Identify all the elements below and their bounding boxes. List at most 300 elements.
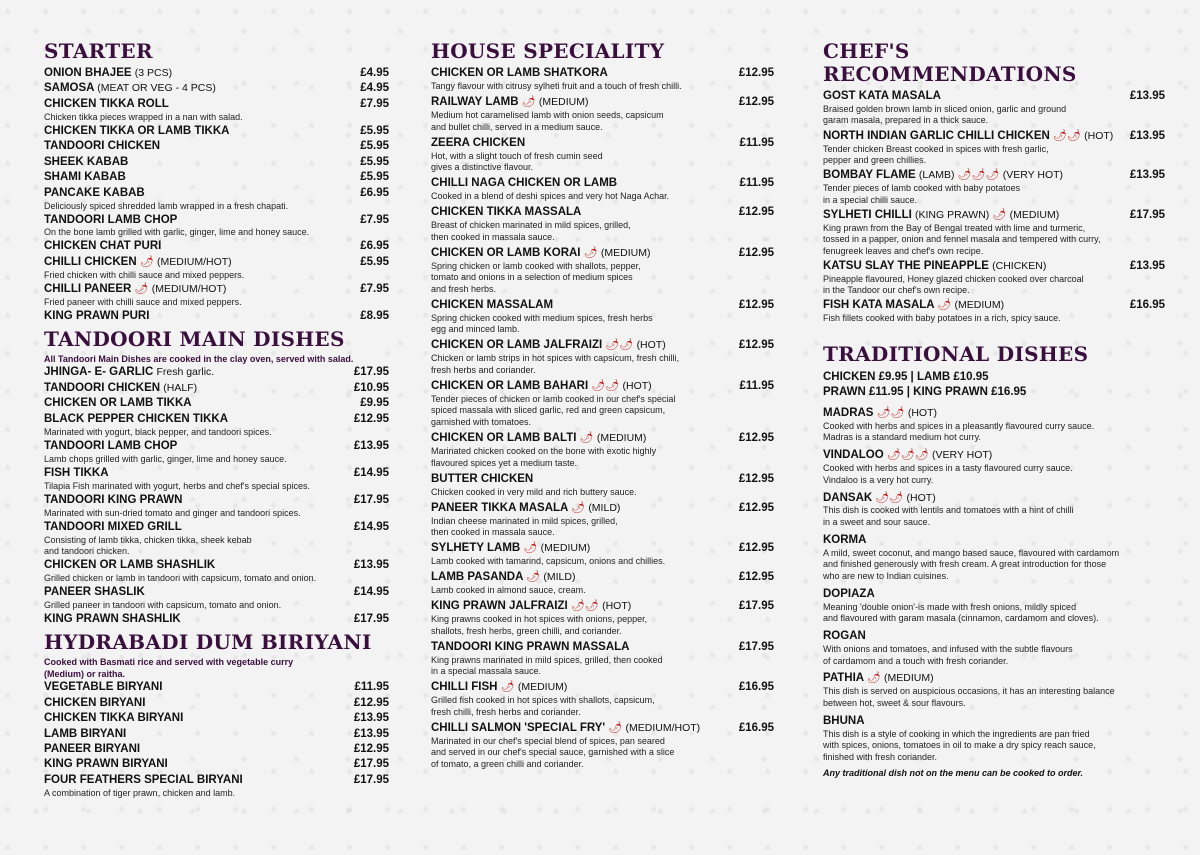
chilli-icon: 🌶🌶 xyxy=(876,406,905,419)
dish-name: CHICKEN OR LAMB TIKKA xyxy=(44,397,192,410)
menu-item xyxy=(44,412,389,438)
dish-heat-level: (HOT) xyxy=(622,379,652,392)
dish-name: RAILWAY LAMB xyxy=(431,96,519,109)
menu-item-name xyxy=(44,170,126,185)
dish-description: Marinated with yogurt, black pepper, and tandoori spices. xyxy=(44,426,272,437)
dish-description: Braised golden brown lamb in sliced onion, garlic and ground garam masala, prepared in a thick sauce. xyxy=(823,103,1067,126)
biriyani-note: Cooked with Basmati rice and served with vegetable curry (Medium) or raitha. xyxy=(44,656,294,679)
dish-heat-level: (HOT) xyxy=(907,406,937,419)
menu-item-name xyxy=(431,721,700,736)
menu-item xyxy=(44,711,389,726)
menu-item-row xyxy=(44,696,389,711)
dish-description: Consisting of lamb tikka, chicken tikka, sheek kebab and tandoori chicken. xyxy=(44,534,252,557)
menu-item-row xyxy=(431,66,774,81)
dish-description: Lamb chops grilled with garlic, ginger, lime and honey sauce. xyxy=(44,453,287,464)
dish-name: FISH TIKKA xyxy=(44,466,109,479)
dish-heat-level: (HOT) xyxy=(636,339,666,352)
menu-item-name xyxy=(431,379,652,394)
menu-item-row xyxy=(823,89,1165,104)
dish-price: £17.95 xyxy=(353,612,389,625)
menu-item-name xyxy=(431,501,620,516)
dish-heat-level: (HOT) xyxy=(906,491,936,504)
dish-name: JHINGA- E- GARLIC xyxy=(44,366,154,379)
menu-item-name xyxy=(44,255,232,270)
chilli-icon: 🌶🌶 xyxy=(570,600,599,613)
dish-description: Tilapia Fish marinated with yogurt, herbs and chef's special spices. xyxy=(44,480,311,491)
dish-price: £13.95 xyxy=(353,559,389,572)
menu-item xyxy=(44,773,389,799)
menu-item-row xyxy=(823,129,1165,144)
dish-name: CHICKEN MASSALAM xyxy=(431,298,554,311)
dish-price: £5.95 xyxy=(360,255,389,268)
menu-item-row xyxy=(44,585,389,600)
menu-item xyxy=(44,282,389,308)
dish-option: (KING PRAWN) xyxy=(915,208,990,221)
dish-name: PANEER TIKKA MASALA xyxy=(431,501,568,514)
menu-item-name xyxy=(44,466,109,481)
dish-price: £10.95 xyxy=(353,381,389,394)
dish-price: £13.95 xyxy=(353,727,389,740)
menu-item-name xyxy=(823,89,941,104)
menu-item-row xyxy=(431,640,774,655)
menu-item xyxy=(44,213,389,239)
menu-item-name xyxy=(44,66,172,81)
menu-item-name xyxy=(44,186,145,201)
dish-description: Spring chicken cooked with medium spices, fresh herbs egg and minced lamb. xyxy=(431,312,653,335)
menu-item-row xyxy=(431,379,774,394)
dish-heat-level: (MEDIUM) xyxy=(538,96,589,109)
menu-item-row xyxy=(431,431,774,446)
dish-price: £17.95 xyxy=(353,758,389,771)
dish-description: King prawn from the Bay of Bengal treated with lime and turmeric, tossed in a papper, onion and fennel masala and tempered with curry, fenugreek leaves and chef's own recipe. xyxy=(823,222,1101,256)
menu-item xyxy=(431,431,774,469)
menu-item-name xyxy=(823,168,1063,183)
dish-heat-level: (MEDIUM) xyxy=(884,672,934,685)
dish-description: A combination of tiger prawn, chicken and lamb. xyxy=(44,787,236,798)
menu-item-row xyxy=(44,155,389,170)
dish-name: LAMB BIRYANI xyxy=(44,727,127,740)
menu-item-row xyxy=(44,396,389,411)
menu-item-name xyxy=(44,155,128,170)
menu-item xyxy=(44,186,389,212)
dish-name: ZEERA CHICKEN xyxy=(431,136,526,149)
menu-item-name xyxy=(431,66,608,81)
dish-name: TANDOORI LAMB CHOP xyxy=(44,439,178,452)
dish-name: FISH KATA MASALA xyxy=(823,299,935,312)
tandoori-note: All Tandoori Main Dishes are cooked in the clay oven, served with salad. xyxy=(44,353,354,364)
menu-item xyxy=(431,205,774,243)
menu-item xyxy=(44,727,389,742)
starter-heading: STARTER xyxy=(44,39,153,63)
dish-name: CHILLI CHICKEN xyxy=(44,255,137,268)
dish-heat-level: (HALF) xyxy=(163,381,198,394)
menu-item-name xyxy=(44,365,214,380)
column-right xyxy=(823,40,1165,778)
menu-item-name xyxy=(823,491,936,506)
menu-item xyxy=(823,259,1165,297)
menu-item-row xyxy=(44,466,389,481)
dish-name: BHUNA xyxy=(823,714,865,727)
dish-name: CHICKEN OR LAMB SHATKORA xyxy=(431,67,608,79)
menu-item-name xyxy=(44,239,161,254)
menu-item-name xyxy=(44,558,215,573)
dish-name: KATSU SLAY THE PINEAPPLE xyxy=(823,259,989,272)
dish-name: KING PRAWN BIRYANI xyxy=(44,758,168,771)
dish-description: Chicken or lamb strips in hot spices with capsicum, fresh chilli, fresh herbs and coriander. xyxy=(431,353,680,375)
dish-price: £12.95 xyxy=(738,298,774,311)
dish-name: SYLHETY LAMB xyxy=(431,542,521,555)
menu-item xyxy=(823,298,1165,324)
tandoori-list xyxy=(44,365,389,626)
menu-item-row xyxy=(431,599,774,614)
chilli-icon: 🌶 xyxy=(583,246,598,259)
menu-item-row xyxy=(431,472,774,487)
dish-heat-level: (3 PCS) xyxy=(134,67,173,79)
menu-item-row xyxy=(823,406,1165,421)
menu-item-row xyxy=(44,773,389,788)
dish-price: £12.95 xyxy=(738,339,774,352)
dish-description: Cooked with herbs and spices in a pleasantly flavoured curry sauce. Madras is a standard medium hot curry. xyxy=(823,420,1095,443)
dish-description: Chicken tikka pieces wrapped in a nan with salad. xyxy=(44,111,243,122)
dish-name: TANDOORI KING PRAWN MASSALA xyxy=(431,640,630,653)
menu-item-name xyxy=(44,742,140,757)
dish-name: BLACK PEPPER CHICKEN TIKKA xyxy=(44,412,229,425)
dish-price: £13.95 xyxy=(1129,259,1165,272)
dish-price: £17.95 xyxy=(738,600,774,613)
menu-item-name xyxy=(44,124,229,139)
tandoori-heading: TANDOORI MAIN DISHES xyxy=(44,326,345,351)
menu-item-row xyxy=(44,612,389,627)
menu-item xyxy=(44,757,389,772)
dish-description: Marinated with sun-dried tomato and ginger and tandoori spices. xyxy=(44,507,301,518)
dish-price: £6.95 xyxy=(360,240,389,253)
menu-item-name xyxy=(823,259,1046,274)
menu-item-row xyxy=(44,213,389,228)
dish-description: This dish is served on auspicious occasions, it has an interesting balance between hot, sweet & sour flavours. xyxy=(823,686,1115,708)
menu-item-row xyxy=(44,255,389,270)
menu-item-row xyxy=(44,97,389,112)
menu-item xyxy=(431,570,774,596)
menu-item-name xyxy=(44,97,169,112)
menu-item xyxy=(823,629,1165,667)
dish-description: Fish fillets cooked with baby potatoes in a rich, spicy sauce. xyxy=(823,313,1061,324)
menu-item xyxy=(431,298,774,336)
dish-price: £14.95 xyxy=(353,586,389,598)
dish-description: Cooked in a blend of deshi spices and very hot Naga Achar. xyxy=(431,191,670,202)
menu-item-row xyxy=(44,139,389,154)
menu-item-name xyxy=(823,587,875,602)
dish-description: Marinated in our chef's special blend of spices, pan seared and served in our chef's special sauce, garnished with a slice of tomato, a green chilli and coriander. xyxy=(431,735,675,769)
dish-name: TANDOORI CHICKEN xyxy=(44,381,161,394)
menu-item-row xyxy=(431,501,774,516)
menu-item-row xyxy=(44,757,389,772)
menu-item-name xyxy=(44,213,177,228)
dish-price: £5.95 xyxy=(360,140,389,153)
dish-price: £12.95 xyxy=(353,696,389,709)
dish-name: CHICKEN OR LAMB JALFRAIZI xyxy=(431,339,603,352)
traditional-heading: TRADITIONAL DISHES xyxy=(823,341,1089,366)
dish-description: This dish is a style of cooking in which the ingredients are pan fried with spices, onions, tomatoes in oil to make a dry spicy reach sauce, finished with fresh coriander. xyxy=(823,728,1096,762)
dish-name: MADRAS xyxy=(823,406,874,419)
menu-item xyxy=(44,66,389,81)
dish-price: £9.95 xyxy=(360,397,389,410)
column-middle xyxy=(431,40,774,773)
menu-item xyxy=(431,66,774,92)
dish-price: £16.95 xyxy=(1129,299,1165,312)
dish-name: CHILLI NAGA CHICKEN OR LAMB xyxy=(431,177,618,190)
dish-name: KING PRAWN SHASHLIK xyxy=(44,612,181,625)
starter-list xyxy=(44,66,389,324)
menu-item-name xyxy=(431,431,646,446)
menu-item xyxy=(823,129,1165,167)
chilli-icon: 🌶 xyxy=(866,672,881,685)
dish-price: £13.95 xyxy=(353,712,389,725)
menu-item-row xyxy=(44,66,389,81)
dish-price: £16.95 xyxy=(738,722,774,735)
dish-name: CHICKEN OR LAMB KORAI xyxy=(431,246,581,259)
dish-description: Hot, with a slight touch of fresh cumin seed gives a distinctive flavour. xyxy=(431,150,603,173)
dish-name: CHICKEN TIKKA ROLL xyxy=(44,97,169,110)
chilli-icon: 🌶🌶 xyxy=(605,339,634,352)
dish-name: CHICKEN BIRYANI xyxy=(44,696,146,709)
dish-option: (LAMB) xyxy=(918,169,955,182)
dish-heat-level: (MEDIUM) xyxy=(540,542,591,555)
dish-name: FOUR FEATHERS SPECIAL BIRYANI xyxy=(44,773,243,786)
dish-price: £12.95 xyxy=(738,206,774,219)
dish-description: Marinated chicken cooked on the bone with exotic highly flavoured spices yet a medium taste. xyxy=(431,446,657,468)
menu-item-row xyxy=(44,742,389,757)
menu-item-row xyxy=(44,520,389,535)
dish-description: Breast of chicken marinated in mild spices, grilled, then cooked in massala sauce. xyxy=(431,220,631,242)
dish-heat-level: (MILD) xyxy=(543,571,576,584)
menu-item-row xyxy=(44,493,389,508)
menu-item-row xyxy=(44,239,389,254)
dish-name: CHILLI SALMON 'SPECIAL FRY' xyxy=(431,722,606,735)
menu-item-name xyxy=(431,95,589,110)
menu-item-name xyxy=(44,612,181,627)
dish-price: £6.95 xyxy=(360,186,389,199)
menu-item-name xyxy=(431,570,575,585)
dish-name: VINDALOO xyxy=(823,449,884,462)
menu-item xyxy=(44,239,389,254)
dish-heat-level: (MEDIUM/HOT) xyxy=(625,722,701,735)
chilli-icon: 🌶 xyxy=(571,501,586,514)
dish-description: Tender chicken Breast cooked in spices with fresh garlic, pepper and green chillies. xyxy=(823,143,1049,166)
dish-heat-level: (MEDIUM) xyxy=(954,299,1005,312)
menu-item-name xyxy=(431,680,567,695)
menu-item xyxy=(823,671,1165,709)
menu-item-name xyxy=(44,711,183,726)
dish-price: £12.95 xyxy=(738,246,774,259)
menu-item-name xyxy=(823,129,1113,144)
menu-item xyxy=(44,396,389,411)
dish-name: PATHIA xyxy=(823,672,864,685)
dish-heat-level: (CHICKEN) xyxy=(992,259,1047,272)
menu-item xyxy=(431,136,774,174)
dish-price: £12.95 xyxy=(738,542,774,555)
menu-item-row xyxy=(44,412,389,427)
dish-description: Deliciously spiced shredded lamb wrapped in a fresh chapati. xyxy=(44,200,289,211)
dish-price: £5.95 xyxy=(360,171,389,184)
dish-heat-level: Fresh garlic. xyxy=(156,366,215,379)
dish-price: £17.95 xyxy=(353,493,389,506)
dish-price: £11.95 xyxy=(354,681,389,694)
dish-price: £11.95 xyxy=(739,136,774,149)
menu-item-row xyxy=(44,558,389,573)
menu-item-row xyxy=(823,671,1165,686)
menu-item-row xyxy=(431,338,774,353)
menu-item-name xyxy=(44,81,216,96)
chilli-icon: 🌶 xyxy=(523,542,538,555)
biriyani-list xyxy=(44,680,389,799)
menu-item-row xyxy=(44,124,389,139)
dish-name: TANDOORI MIXED GRILL xyxy=(44,520,182,533)
menu-item-name xyxy=(44,757,168,772)
menu-item-name xyxy=(823,533,866,548)
dish-description: Spring chicken or lamb cooked with shallots, pepper, tomato and onions in a selection of medium spices and fresh herbs. xyxy=(431,260,641,294)
menu-item-name xyxy=(823,406,937,421)
menu-item-name xyxy=(44,381,197,396)
menu-item xyxy=(823,587,1165,625)
menu-item xyxy=(431,176,774,202)
dish-price: £5.95 xyxy=(360,155,389,168)
dish-description: Grilled fish cooked in hot spices with shallots, capsicum, fresh chilli, fresh herbs and coriander. xyxy=(431,695,655,717)
dish-price: £14.95 xyxy=(353,466,389,479)
dish-price: £7.95 xyxy=(360,282,389,295)
menu-item-row xyxy=(44,81,389,96)
menu-item-name xyxy=(44,139,160,154)
menu-item-row xyxy=(823,629,1165,644)
dish-price: £17.95 xyxy=(1129,208,1165,221)
dish-name: TANDOORI CHICKEN xyxy=(44,140,161,153)
chilli-icon: 🌶 xyxy=(992,208,1007,221)
dish-name: PANEER SHASLIK xyxy=(44,586,145,598)
dish-name: PANCAKE KABAB xyxy=(44,186,145,199)
menu-item-row xyxy=(431,541,774,556)
menu-item-row xyxy=(431,721,774,736)
dish-price: £7.95 xyxy=(360,97,389,110)
chef-list xyxy=(823,89,1165,325)
menu-item xyxy=(823,89,1165,127)
dish-price: £12.95 xyxy=(738,432,774,445)
menu-item-name xyxy=(44,412,228,427)
menu-item-name xyxy=(44,493,182,508)
menu-item-row xyxy=(44,727,389,742)
menu-item-row xyxy=(823,298,1165,313)
menu-item xyxy=(44,439,389,465)
dish-heat-level: (MEDIUM/HOT) xyxy=(157,255,232,268)
dish-description: Tender pieces of chicken or lamb cooked in our chef's special spiced massala with sliced garlic, red and green capsicum, garnished with tomatoes. xyxy=(431,393,676,427)
dish-price: £12.95 xyxy=(738,472,774,485)
dish-name: NORTH INDIAN GARLIC CHILLI CHICKEN xyxy=(823,129,1050,142)
dish-price: £5.95 xyxy=(360,124,389,137)
menu-item-row xyxy=(823,448,1165,463)
menu-item-name xyxy=(44,680,162,695)
chilli-icon: 🌶🌶 xyxy=(875,491,904,504)
dish-name: TANDOORI LAMB CHOP xyxy=(44,213,178,226)
menu-item xyxy=(44,365,389,380)
dish-price: £12.95 xyxy=(353,743,389,756)
chilli-icon: 🌶 xyxy=(608,722,623,735)
dish-heat-level: (MEDIUM) xyxy=(1009,208,1060,221)
menu-item xyxy=(431,501,774,539)
house-heading: HOUSE SPECIALITY xyxy=(431,39,665,63)
menu-item-row xyxy=(823,491,1165,506)
menu-item xyxy=(44,139,389,154)
menu-item xyxy=(44,466,389,492)
chilli-icon: 🌶 xyxy=(579,432,594,445)
dish-name: CHILLI FISH xyxy=(431,681,498,694)
dish-price: £16.95 xyxy=(738,681,774,694)
dish-price: £12.95 xyxy=(738,571,774,584)
dish-price: £14.95 xyxy=(353,520,389,533)
menu-item xyxy=(44,309,389,324)
menu-item-row xyxy=(44,365,389,380)
dish-heat-level: (MEDIUM/HOT) xyxy=(151,282,227,295)
menu-item xyxy=(823,448,1165,486)
dish-description: King prawns marinated in mild spices, grilled, then cooked in a special massala sauce. xyxy=(431,654,663,677)
dish-name: DANSAK xyxy=(823,491,873,504)
menu-item-name xyxy=(44,696,145,711)
menu-item xyxy=(431,246,774,295)
dish-description: Medium hot caramelised lamb with onion seeds, capsicum and bullet chilli, served in a medium sauce. xyxy=(431,109,664,132)
dish-description: Lamb cooked with tamarind, capsicum, onions and chillies. xyxy=(431,556,666,567)
dish-heat-level: (VERY HOT) xyxy=(932,449,993,462)
dish-description: Grilled paneer in tandoori with capsicum, tomato and onion. xyxy=(44,599,282,610)
menu-item-name xyxy=(431,246,650,261)
dish-price: £17.95 xyxy=(738,640,774,653)
dish-price: £12.95 xyxy=(738,96,774,109)
menu-item-row xyxy=(431,136,774,151)
dish-price: £4.95 xyxy=(360,67,389,79)
dish-name: BUTTER CHICKEN xyxy=(431,472,534,485)
dish-price: £13.95 xyxy=(1129,90,1165,102)
dish-name: VEGETABLE BIRYANI xyxy=(44,681,163,694)
dish-description: Tangy flavour with citrusy sylheti fruit and a touch of fresh chilli. xyxy=(431,80,682,91)
dish-name: CHICKEN TIKKA MASSALA xyxy=(431,206,582,219)
dish-name: CHICKEN OR LAMB BALTI xyxy=(431,432,577,445)
menu-item xyxy=(44,612,389,627)
menu-item-name xyxy=(823,714,865,729)
dish-heat-level: (MEDIUM) xyxy=(596,432,647,445)
menu-item-name xyxy=(431,176,617,191)
dish-name: ONION BHAJEE xyxy=(44,67,132,79)
dish-name: DOPIAZA xyxy=(823,587,875,600)
traditional-price-line-1: CHICKEN £9.95 | LAMB £10.95 xyxy=(823,370,989,383)
menu-item xyxy=(823,533,1165,582)
menu-item xyxy=(431,599,774,637)
dish-name: KING PRAWN PURI xyxy=(44,309,150,322)
menu-item-row xyxy=(431,246,774,261)
menu-item xyxy=(431,640,774,678)
menu-item-row xyxy=(44,170,389,185)
menu-item xyxy=(431,541,774,567)
dish-heat-level: (MILD) xyxy=(588,501,621,514)
dish-description: Chicken cooked in very mild and rich buttery sauce. xyxy=(431,486,637,497)
dish-name: SYLHETI CHILLI xyxy=(823,208,912,221)
chilli-icon: 🌶 xyxy=(139,255,154,268)
menu-item-name xyxy=(44,282,226,297)
dish-name: SAMOSA xyxy=(44,82,95,95)
chilli-icon: 🌶 xyxy=(937,299,952,312)
menu-item xyxy=(44,742,389,757)
menu-item-name xyxy=(823,671,934,686)
dish-description: This dish is cooked with lentils and tomatoes with a hint of chilli in a sweet and sour sauce. xyxy=(823,505,1074,527)
menu-item xyxy=(431,721,774,770)
chilli-icon: 🌶 xyxy=(521,96,536,109)
dish-description: Indian cheese marinated in mild spices, grilled, then cooked in massala sauce. xyxy=(431,515,618,538)
dish-heat-level: (HOT) xyxy=(602,600,632,613)
